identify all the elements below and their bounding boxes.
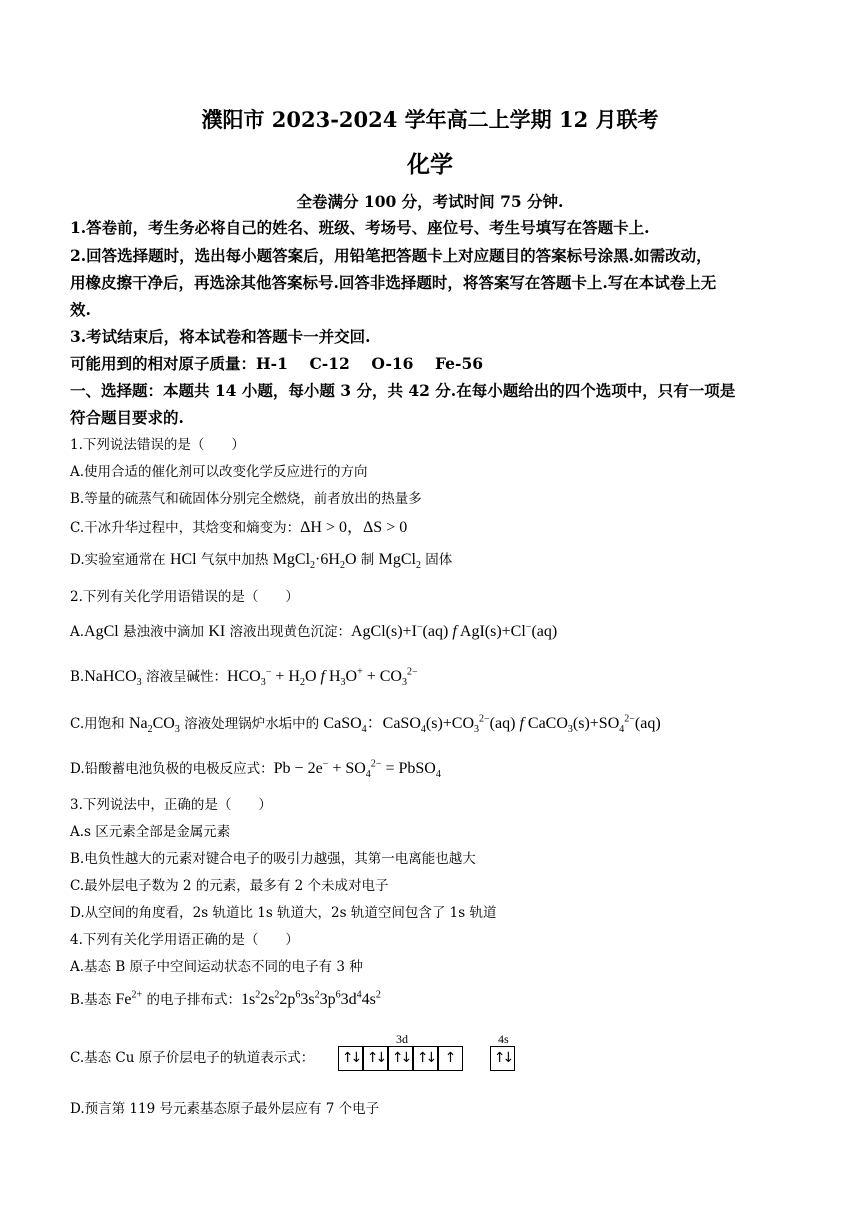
exam-title: 濮阳市 2023-2024 学年高二上学期 12 月联考	[201, 107, 659, 132]
orbital-diagram	[338, 1032, 528, 1074]
q4-option-c: C.基态 Cu 原子价层电子的轨道表示式：	[70, 1050, 315, 1066]
q1-c-text: C.干冰升华过程中，其焓变和熵变为：	[70, 520, 301, 536]
q1-option-b: B.等量的硫蒸气和硫固体分别完全燃烧，前者放出的热量多	[70, 491, 422, 507]
section-heading-cont: 符合题目要求的.	[70, 408, 184, 427]
instruction-2-cont: 用橡皮擦干净后，再选涂其他答案标号.回答非选择题时，将答案写在答题卡上.写在本试卷上无	[70, 273, 717, 292]
instruction-1: 1.答卷前，考生务必将自己的姓名、班级、考场号、座位号、考生号填写在答题卡上.	[70, 218, 650, 237]
instruction-3: 3.考试结束后，将本试卷和答题卡一并交回.	[70, 327, 371, 346]
q1-d-text: D.实验室通常在	[70, 552, 170, 568]
q2-option-d: D.铅酸蓄电池负极的电极反应式：$Pb - 2e^- + SO_4^{2-}$ = PbSO$_4$	[70, 758, 441, 781]
q1-option-a: A.使用合适的催化剂可以改变化学反应进行的方向	[70, 464, 368, 480]
q3-option-a: A.s 区元素全部是金属元素	[70, 824, 231, 840]
q2-stem: 2.下列有关化学用语错误的是（ ）	[70, 589, 299, 605]
label-3d: 3d	[396, 1032, 408, 1046]
exam-info: 全卷满分 100 分，考试时间 75 分钟.	[296, 192, 564, 211]
q4-option-a: A.基态 B 原子中空间运动状态不同的电子有 3 种	[70, 959, 363, 975]
instruction-2: 2.回答选择题时，选出每小题答案后，用铅笔把答题卡上对应题目的答案标号涂黑.如需改动，	[70, 246, 712, 265]
q3-stem: 3.下列说法中，正确的是（ ）	[70, 797, 272, 813]
label-4s: 4s	[498, 1032, 509, 1046]
q1-option-d: D.实验室通常在 HCl 气氛中加热 $MgCl_2\cdot 6H_2O$ 制 MgCl$_2$ 固体	[70, 551, 453, 572]
q3-option-d: D.从空间的角度看，2s 轨道比 1s 轨道大，2s 轨道空间包含了 1s 轨道	[70, 905, 497, 921]
q1-stem: 1.下列说法错误的是（ ）	[70, 437, 245, 453]
q3-option-c: C.最外层电子数为 2 的元素，最多有 2 个未成对电子	[70, 878, 389, 894]
atomic-masses: 可能用到的相对原子质量：H-1 C-12 O-16 Fe-56	[70, 354, 484, 373]
q1-option-c	[70, 514, 407, 537]
orbital-box-3d-2: ↑↓	[363, 1046, 388, 1071]
q4-option-b: B.基态 $Fe^{2+}$ 的电子排布式：$1s^22s^22p^63s^23p^63d^44s^2$	[70, 989, 381, 1008]
q2-option-c: C.用饱和 $Na_2CO_3$ 溶液处理锅炉水垢中的 CaSO$_4$：$CaSO_4(s)+CO_3^{2-}(aq)$ f $CaCO_3(s)+SO_4^{2-}(aq)$	[70, 713, 661, 736]
q3-option-b: B.电负性越大的元素对键合电子的吸引力越强，其第一电离能也越大	[70, 851, 476, 867]
q4-stem: 4.下列有关化学用语正确的是（ ）	[70, 932, 299, 948]
q1-c-formula: ΔH > 0，ΔS > 0	[300, 519, 408, 536]
orbital-box-3d-4: ↑↓	[413, 1046, 438, 1071]
q4-option-d: D.预言第 119 号元素基态原子最外层应有 7 个电子	[70, 1101, 380, 1117]
orbital-box-4s: ↑↓	[490, 1046, 515, 1071]
q2-option-a: A.AgCl 悬浊液中滴加 KI 溶液出现黄色沉淀：AgCl(s)+I−(aq) f AgI(s)+Cl−(aq)	[70, 621, 558, 640]
instruction-2-end: 效.	[70, 300, 91, 319]
orbital-box-3d-5: ↑	[438, 1046, 463, 1071]
orbital-box-3d-1: ↑↓	[338, 1046, 363, 1071]
section-heading: 一、选择题：本题共 14 小题，每小题 3 分，共 42 分.在每小题给出的四个选项中，只有一项是	[70, 381, 736, 400]
subject-title: 化学	[407, 151, 453, 178]
q2-option-b: B.NaHCO$_3$ 溶液呈碱性：$HCO_3^- + H_2O$ f $H_3O^+ + CO_3^{2-}$	[70, 666, 418, 689]
orbital-box-3d-3: ↑↓	[388, 1046, 413, 1071]
